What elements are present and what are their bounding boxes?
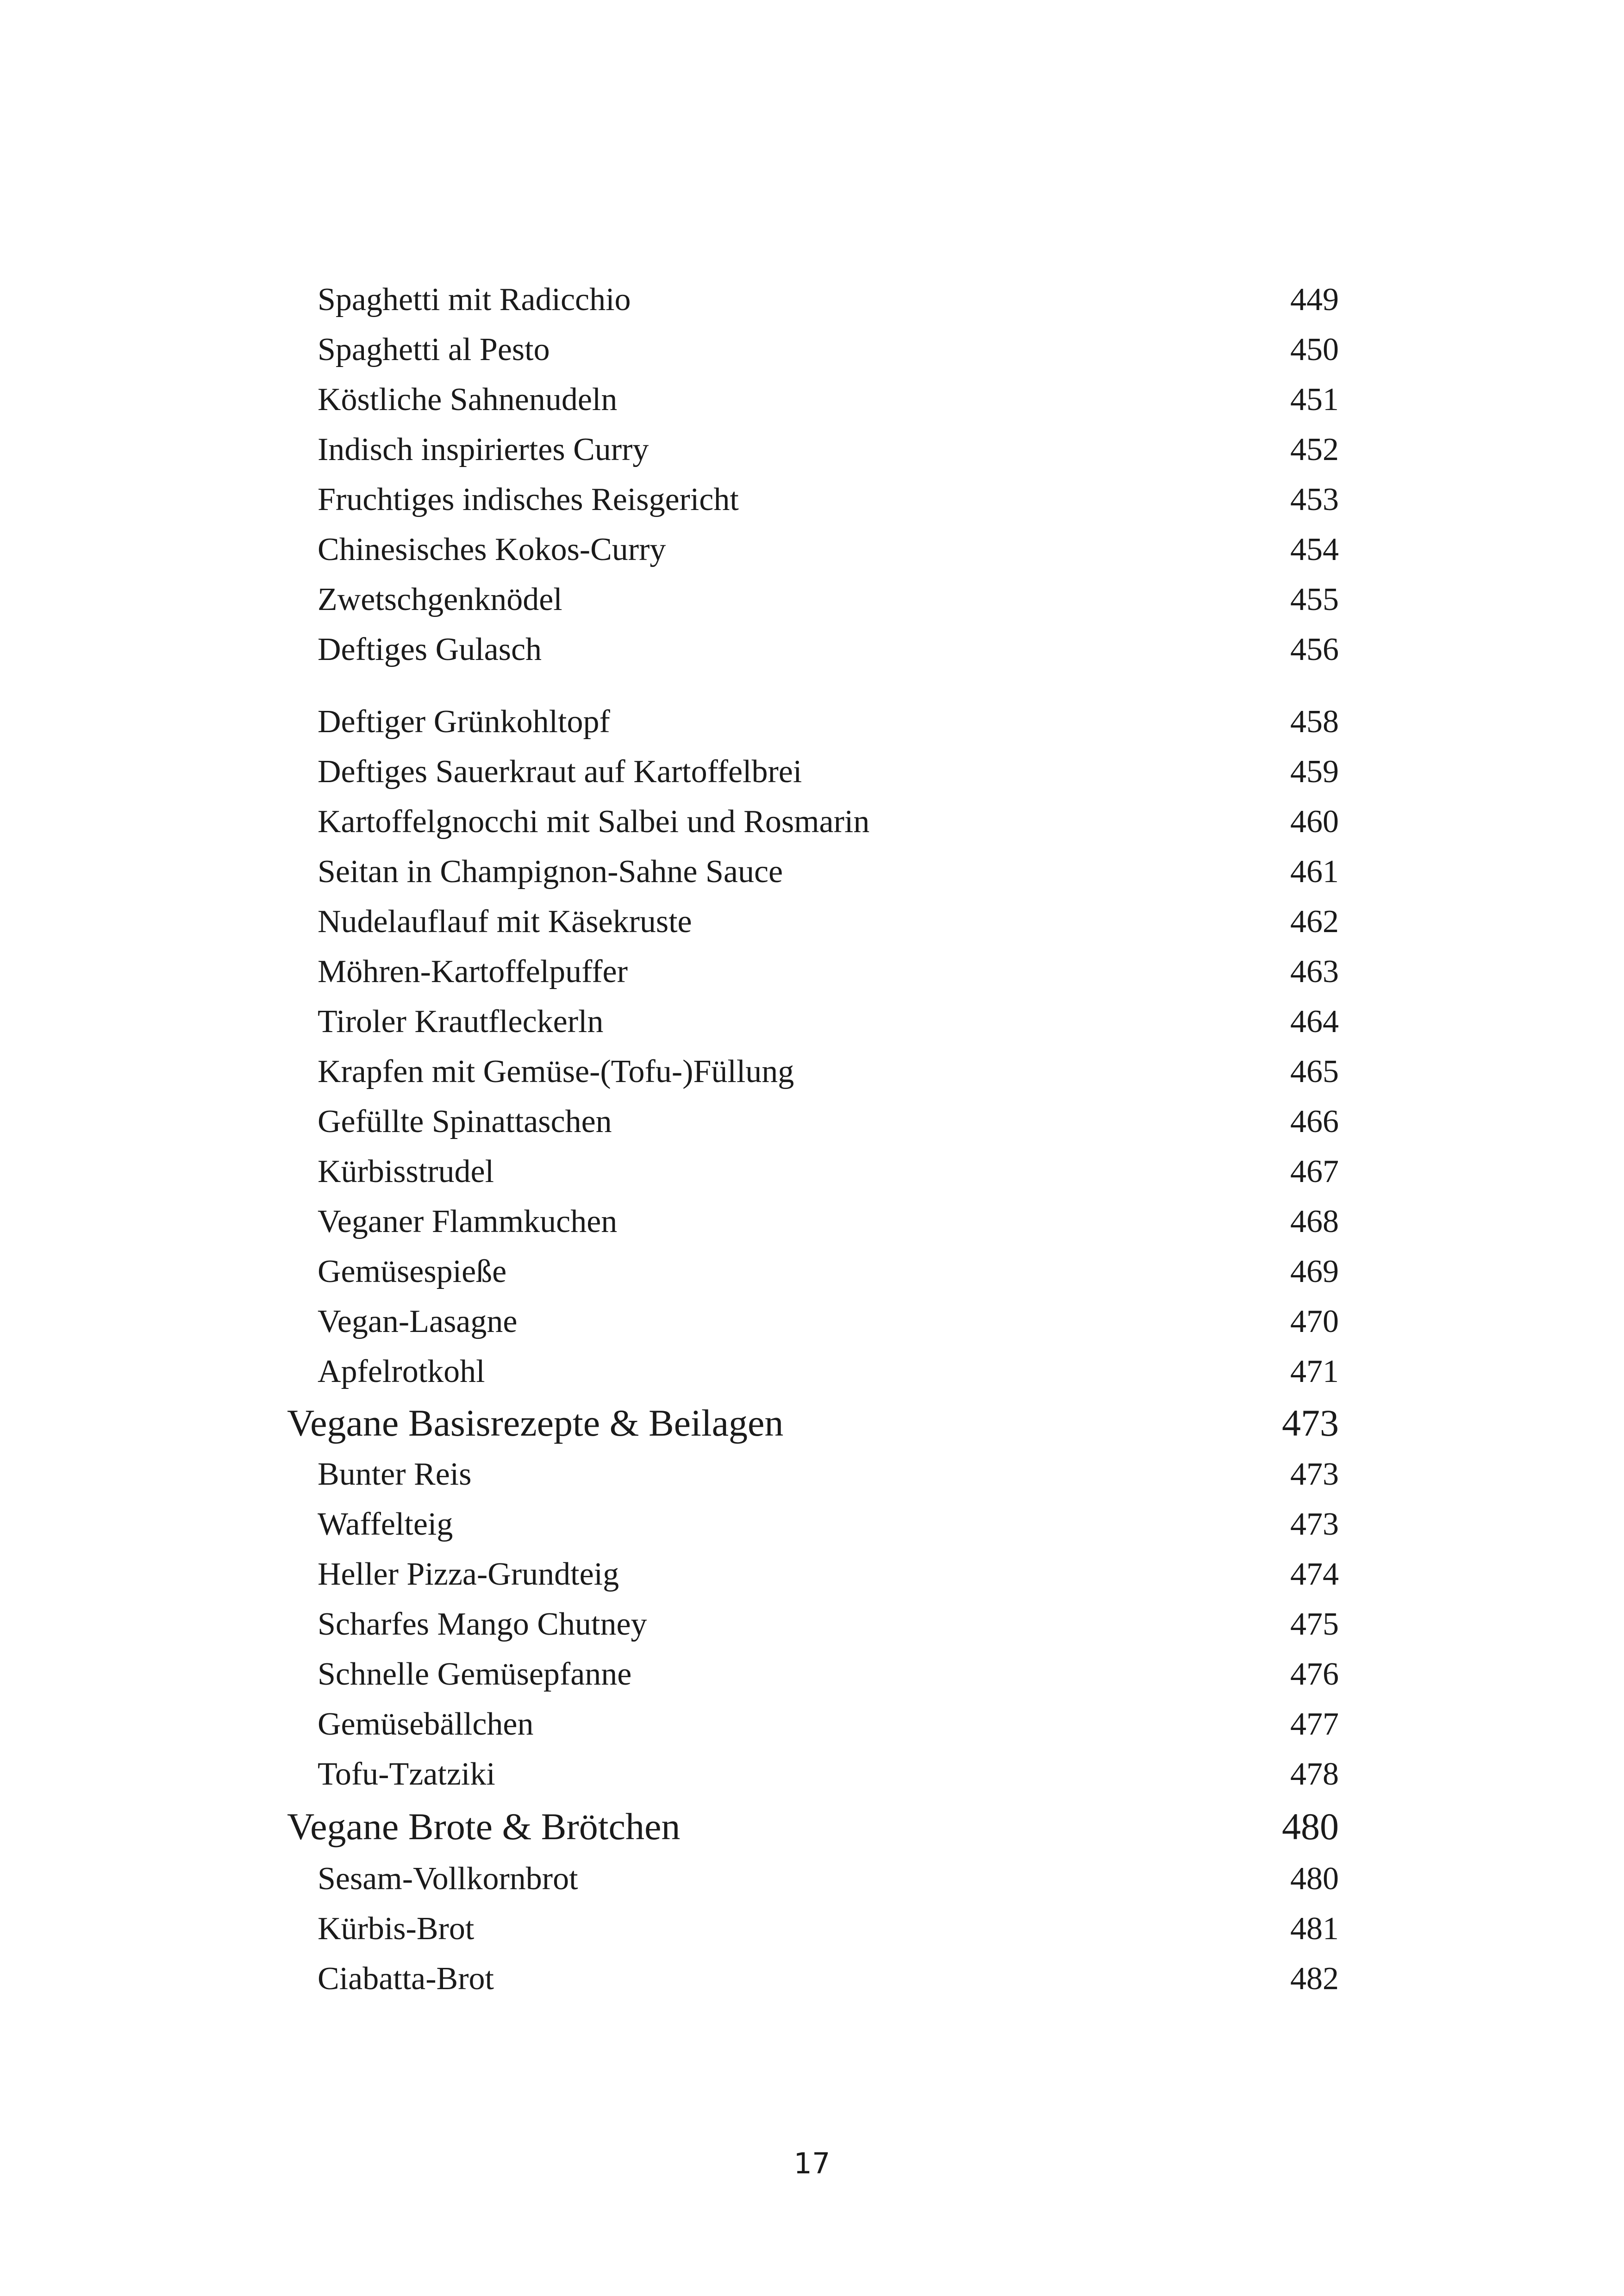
toc-entry bbox=[0, 945, 1624, 991]
toc-entry-page-number: 473 bbox=[1290, 1506, 1339, 1542]
toc-entry-title: Tofu-Tzatziki bbox=[318, 1756, 495, 1792]
toc-entry-title: Heller Pizza-Grundteig bbox=[318, 1556, 619, 1592]
toc-entry-page-number: 456 bbox=[1290, 632, 1339, 667]
toc-entry-title: Kürbisstrudel bbox=[318, 1154, 494, 1189]
toc-entry-page-number: 467 bbox=[1290, 1154, 1339, 1189]
toc-entry-page-number: 476 bbox=[1290, 1656, 1339, 1692]
page-number: 17 bbox=[793, 2147, 831, 2180]
toc-entry bbox=[0, 1902, 1624, 1948]
toc-entry-title: Spaghetti al Pesto bbox=[318, 332, 550, 367]
toc-entry-page-number: 464 bbox=[1290, 1004, 1339, 1039]
toc-entry-title: Apfelrotkohl bbox=[318, 1354, 485, 1389]
toc-entry bbox=[0, 1095, 1624, 1141]
toc-entry-page-number: 452 bbox=[1290, 432, 1339, 467]
toc-entry-page-number: 470 bbox=[1290, 1304, 1339, 1339]
toc-entry-title: Möhren-Kartoffelpuffer bbox=[318, 954, 628, 989]
toc-entry-page-number: 480 bbox=[1290, 1861, 1339, 1897]
toc-entry-title: Indisch inspiriertes Curry bbox=[318, 432, 649, 467]
toc-entry-page-number: 462 bbox=[1290, 904, 1339, 940]
toc-entry bbox=[0, 1448, 1624, 1494]
toc-entry bbox=[0, 1648, 1624, 1694]
toc-entry-title: Gefüllte Spinattaschen bbox=[318, 1104, 612, 1139]
toc-entry-title: Schnelle Gemüsepfanne bbox=[318, 1656, 632, 1692]
toc-entry bbox=[0, 523, 1624, 569]
toc-entry-page-number: 453 bbox=[1290, 482, 1339, 517]
toc-entry bbox=[0, 323, 1624, 369]
toc-entry-page-number: 454 bbox=[1290, 532, 1339, 567]
toc-entry-title: Spaghetti mit Radicchio bbox=[318, 282, 631, 317]
toc-entry bbox=[0, 1548, 1624, 1594]
toc-entry bbox=[0, 1145, 1624, 1191]
toc-entry-page-number: 463 bbox=[1290, 954, 1339, 989]
toc-entry bbox=[0, 1952, 1624, 1998]
toc-entry-title: Vegan-Lasagne bbox=[318, 1304, 518, 1339]
toc-entry-title: Fruchtiges indisches Reisgericht bbox=[318, 482, 739, 517]
toc-entry-title: Krapfen mit Gemüse-(Tofu-)Füllung bbox=[318, 1054, 794, 1089]
toc-entry-page-number: 450 bbox=[1290, 332, 1339, 367]
toc-entry-page-number: 478 bbox=[1290, 1756, 1339, 1792]
toc-entry-title: Kartoffelgnocchi mit Salbei und Rosmarin bbox=[318, 804, 870, 840]
toc-entry-title: Deftiges Gulasch bbox=[318, 632, 542, 667]
toc-entry bbox=[0, 1195, 1624, 1241]
toc-entry-title: Ciabatta-Brot bbox=[318, 1961, 494, 1997]
toc-entry-page-number: 458 bbox=[1290, 704, 1339, 740]
toc-entry bbox=[0, 995, 1624, 1041]
toc-entry-title: Deftiges Sauerkraut auf Kartoffelbrei bbox=[318, 754, 802, 790]
toc-entry bbox=[0, 1245, 1624, 1291]
toc-entry bbox=[0, 745, 1624, 791]
toc-entry-title: Zwetschgenknödel bbox=[318, 582, 562, 617]
toc-entry-title: Köstliche Sahnenudeln bbox=[318, 382, 618, 417]
toc-entry-page-number: 474 bbox=[1290, 1556, 1339, 1592]
toc-entry bbox=[0, 1698, 1624, 1744]
toc-entry-title: Veganer Flammkuchen bbox=[318, 1204, 618, 1239]
toc-entry-title: Kürbis-Brot bbox=[318, 1911, 475, 1947]
toc-entry-page-number: 482 bbox=[1290, 1961, 1339, 1997]
toc-entry-title: Scharfes Mango Chutney bbox=[318, 1606, 647, 1642]
toc-entry bbox=[0, 695, 1624, 741]
toc-section-page-number: 480 bbox=[1282, 1805, 1339, 1848]
toc-entry bbox=[0, 1345, 1624, 1391]
toc-entry-page-number: 477 bbox=[1290, 1706, 1339, 1742]
toc-entry bbox=[0, 1045, 1624, 1091]
toc-entry-page-number: 451 bbox=[1290, 382, 1339, 417]
toc-entry-title: Sesam-Vollkornbrot bbox=[318, 1861, 578, 1897]
toc-section-title: Vegane Basisrezepte & Beilagen bbox=[287, 1402, 784, 1444]
toc-section-page-number: 473 bbox=[1282, 1402, 1339, 1444]
toc-entry-page-number: 460 bbox=[1290, 804, 1339, 840]
toc-entry-page-number: 461 bbox=[1290, 854, 1339, 890]
toc-entry-page-number: 449 bbox=[1290, 282, 1339, 317]
toc-entry-title: Gemüsespieße bbox=[318, 1254, 507, 1289]
toc-entry-title: Deftiger Grünkohltopf bbox=[318, 704, 610, 740]
toc-entry bbox=[0, 573, 1624, 619]
toc-entry-page-number: 475 bbox=[1290, 1606, 1339, 1642]
toc-entry-title: Waffelteig bbox=[318, 1506, 453, 1542]
toc-entry-page-number: 465 bbox=[1290, 1054, 1339, 1089]
toc-entry bbox=[0, 423, 1624, 469]
toc-entry-title: Bunter Reis bbox=[318, 1456, 472, 1492]
toc-entry bbox=[0, 273, 1624, 319]
toc-entry bbox=[0, 623, 1624, 669]
toc-entry bbox=[0, 845, 1624, 891]
toc-entry-page-number: 468 bbox=[1290, 1204, 1339, 1239]
toc-entry bbox=[0, 373, 1624, 419]
toc-entry bbox=[0, 795, 1624, 841]
toc-entry-title: Chinesisches Kokos-Curry bbox=[318, 532, 666, 567]
toc-entry-title: Seitan in Champignon-Sahne Sauce bbox=[318, 854, 783, 890]
toc-entry bbox=[0, 1748, 1624, 1794]
toc-entry bbox=[0, 1852, 1624, 1898]
toc-entry-page-number: 455 bbox=[1290, 582, 1339, 617]
toc-entry bbox=[0, 895, 1624, 941]
toc-entry-title: Nudelauflauf mit Käsekruste bbox=[318, 904, 692, 940]
toc-entry-page-number: 469 bbox=[1290, 1254, 1339, 1289]
toc-entry-title: Gemüsebällchen bbox=[318, 1706, 534, 1742]
toc-entry bbox=[0, 1498, 1624, 1544]
toc-entry-page-number: 481 bbox=[1290, 1911, 1339, 1947]
toc-entry bbox=[0, 473, 1624, 519]
toc-entry-title: Tiroler Krautfleckerln bbox=[318, 1004, 604, 1039]
toc-section-heading bbox=[0, 1396, 1624, 1442]
toc-section-heading bbox=[0, 1799, 1624, 1846]
toc-entry-page-number: 459 bbox=[1290, 754, 1339, 790]
toc-entry bbox=[0, 1295, 1624, 1341]
toc-entry bbox=[0, 1598, 1624, 1644]
toc-section-title: Vegane Brote & Brötchen bbox=[287, 1805, 681, 1848]
toc-entry-page-number: 471 bbox=[1290, 1354, 1339, 1389]
toc-entry-page-number: 466 bbox=[1290, 1104, 1339, 1139]
toc-entry-page-number: 473 bbox=[1290, 1456, 1339, 1492]
